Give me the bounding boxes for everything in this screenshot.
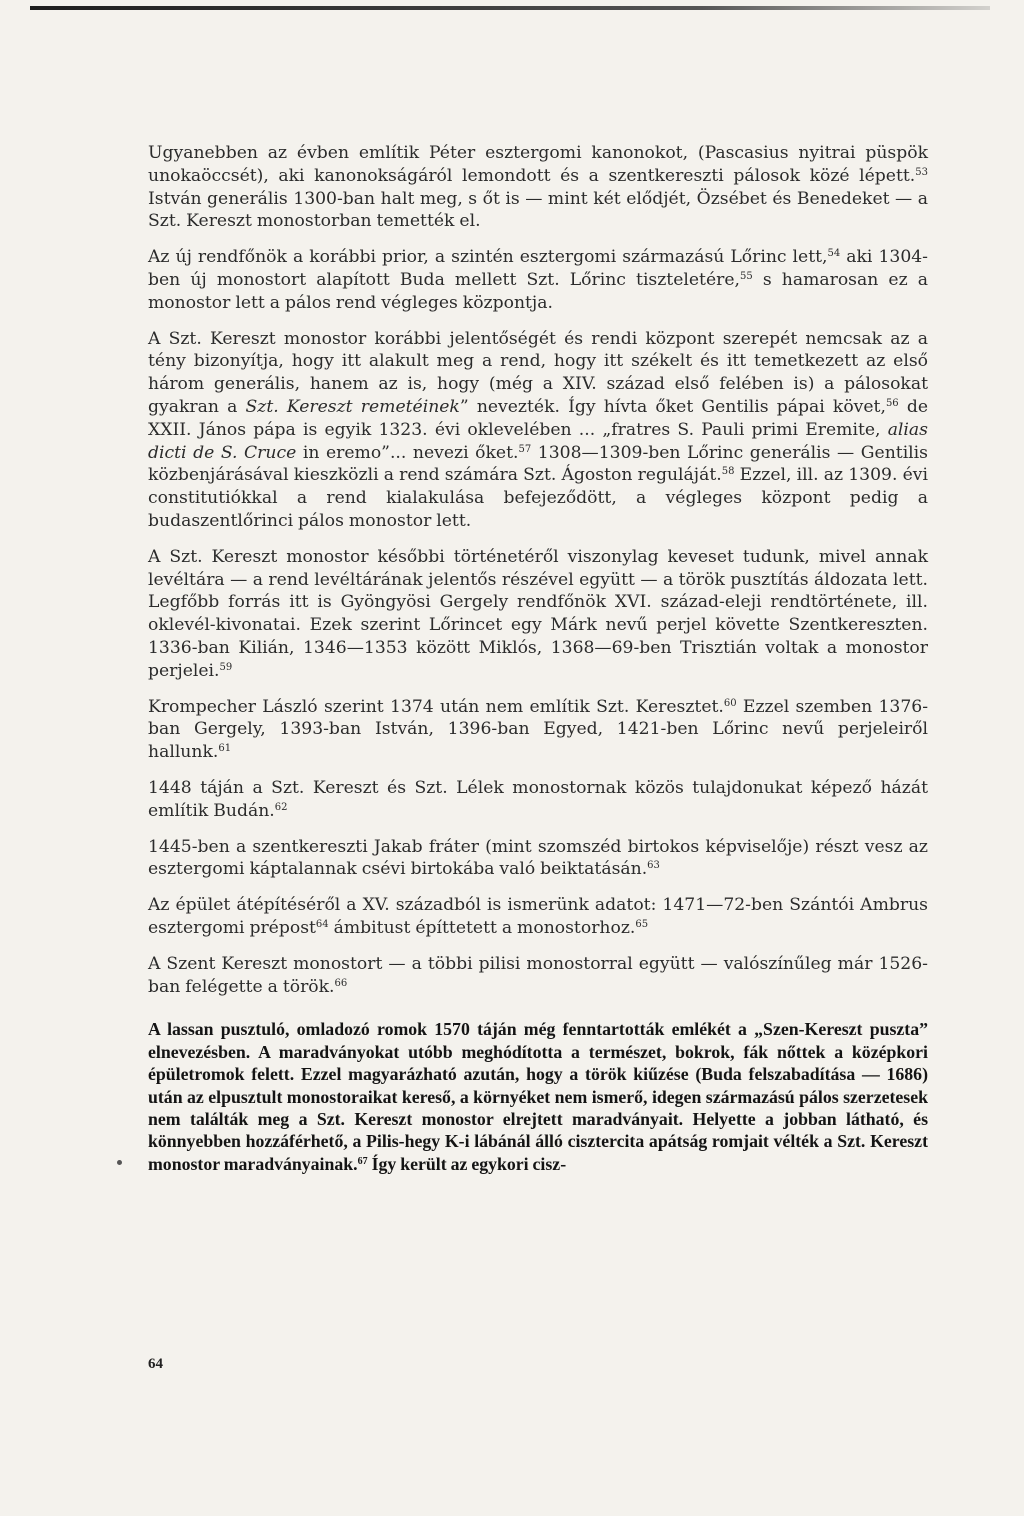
text-run: Ugyanebben az évben említik Péter esztergomi kanonokot, (Pascasius nyitrai püspök unokaöccsét), aki kanonokságáról lemondott és a szentkereszti pálosok közé lépett.	[148, 143, 928, 186]
footnote-ref: 54	[827, 248, 841, 260]
text-run: Krompecher László szerint 1374 után nem említik Szt. Keresztet.	[148, 696, 724, 717]
text-run: in eremo”... nevezi őket.	[296, 442, 519, 463]
text-run: Ezzel, ill. az 1309. évi constitutiókkal a rend kialakulása befejeződött, a végleges központ pedig a budaszentlőrinci pálos monostor lett.	[148, 465, 929, 531]
footnote-ref: 55	[740, 270, 753, 282]
footnote-ref: 67	[357, 1155, 368, 1167]
text-run: Ezzel szemben 1376-ban Gergely, 1393-ban István, 1396-ban Egyed, 1421-ben Lőrinc nevű perjeleiről hallunk.	[148, 696, 928, 763]
footnote-ref: 56	[885, 397, 899, 409]
italic-text: Szt. Kereszt remetéinek	[245, 396, 460, 417]
footnote-ref: 53	[915, 166, 928, 178]
footnote-ref: 65	[635, 918, 649, 930]
paragraph-1	[148, 142, 928, 233]
text-run: A Szt. Kereszt monostor későbbi történetéről viszonylag keveset tudunk, mivel annak levéltára — a rend levéltárának jelentős részével együtt — a török pusztítás áldozata lett. Legfőbb forrás itt is Gyöngyösi Gergely rendfőnök XVI. század-eleji rendtörténete, ill. oklevél-kivonatai. Ezek szerint Lőrincet egy Márk nevű perjel követte Szentkereszten. 1336-ban Kilián, 1346—1353 között Miklós, 1368—69-ben Trisztián voltak a monostor perjelei.	[148, 546, 928, 681]
text-run: A Szent Kereszt monostort — a többi pilisi monostorral együtt — valószínűleg már 1526-ban felégette a török.	[148, 953, 928, 997]
margin-dot	[117, 1160, 122, 1165]
text-run: A lassan pusztuló, omladozó romok 1570 táján még fenntartották emlékét a „Szen-Kereszt puszta” elnevezésben. A maradványokat utóbb meghódította a természet, bokrok, fák nőttek a középkori épületromok felett. Ezzel magyarázható azután, hogy a török kiűzése (Buda felszabadítása — 1686) után az elpusztult monostoraikat kereső, a környéket nem ismerő, idegen származású pálos szerzetesek nem találták meg a Szt. Kereszt monostor elrejtett maradványait. Helyette a jobban látható, és könnyebben hozzáférhető, a Pilis-hegy K-i lábánál álló cisztercita apátság romjait vélték a Szt. Kereszt monostor maradványainak.	[148, 1019, 928, 1174]
footnote-ref: 62	[274, 801, 288, 813]
paragraph-7	[148, 836, 928, 882]
paragraph-9	[148, 953, 928, 999]
scan-top-edge	[30, 6, 990, 10]
text-run: 1308—1309-ben Lőrinc generális — Gentilis közbenjárásával kieszközli a rend számára Szt. Ágoston reguláját.	[148, 442, 928, 486]
text-run: aki 1304-ben új monostort alapított Buda mellett Szt. Lőrinc tiszteletére,	[148, 247, 928, 290]
page-number: 64	[148, 1356, 163, 1372]
footnote-ref: 63	[647, 860, 660, 872]
italic-text: alias dicti de S. Cruce	[148, 419, 928, 463]
text-run: Az épület átépítéséről a XV. századból is ismerünk adatot: 1471—72-ben Szántói Ambrus esztergomi prépost	[148, 895, 928, 938]
text-run: A Szt. Kereszt monostor korábbi jelentőségét és rendi központ szerepét nemcsak az a tény bizonyítja, hogy itt alakult meg a rend, hogy itt székelt és itt temetkezett az első három generális, hanem az is, hogy (még a XIV. század első felében is) a pálosokat gyakran a	[148, 328, 928, 417]
footnote-ref: 61	[218, 743, 232, 755]
footnote-ref: 59	[219, 661, 233, 673]
footnote-ref: 64	[315, 918, 329, 930]
text-run: ” nevezték. Így hívta őket Gentilis pápai követ,	[459, 396, 886, 417]
paragraph-5	[148, 696, 928, 764]
text-run: István generális 1300-ban halt meg, s őt is — mint két elődjét, Özsébet és Benedeket — a Szt. Kereszt monostorban temették el.	[148, 188, 928, 232]
text-run: de XXII. János pápa is egyik 1323. évi oklevelében ... „fratres S. Pauli primi Eremite,	[148, 396, 929, 440]
text-run: Így került az egykori cisz-	[367, 1153, 567, 1174]
page-body	[148, 142, 928, 1175]
text-run: 1445-ben a szentkereszti Jakab fráter (mint szomszéd birtokos képviselője) részt vesz az esztergomi káptalannak csévi birtokába való beiktatásán.	[148, 836, 928, 880]
footnote-ref: 58	[721, 466, 735, 478]
paragraph-6	[148, 777, 928, 823]
footnote-ref: 66	[334, 977, 348, 989]
text-run: Az új rendfőnök a korábbi prior, a szintén esztergomi származású Lőrinc lett,	[148, 247, 828, 268]
text-run: ámbitust építtetett a monostorhoz.	[328, 917, 636, 938]
text-run: s hamarosan ez a monostor lett a pálos rend végleges központja.	[148, 269, 928, 313]
paragraph-10	[148, 1018, 928, 1175]
footnote-ref: 57	[518, 443, 532, 455]
paragraph-2	[148, 246, 928, 314]
text-run: 1448 táján a Szt. Kereszt és Szt. Lélek monostornak közös tulajdonukat képező házát említik Budán.	[148, 777, 928, 821]
paragraph-8	[148, 894, 928, 940]
footnote-ref: 60	[723, 697, 737, 709]
paragraph-4	[148, 546, 928, 683]
paragraph-3	[148, 328, 928, 533]
